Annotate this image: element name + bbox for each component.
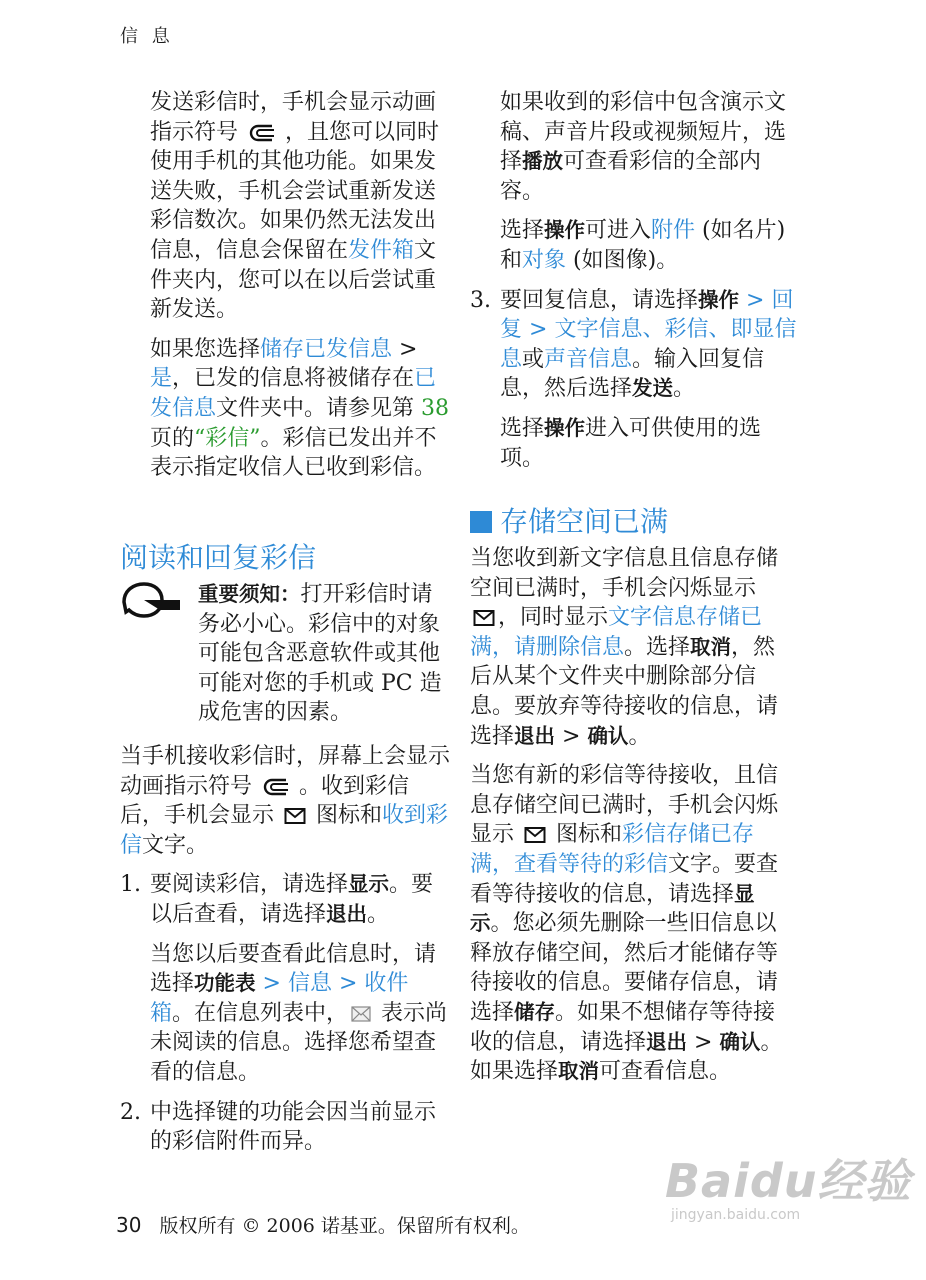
softkey-show: 显示 [348,872,390,897]
right-column [470,88,800,483]
mms-sending-icon [262,777,296,797]
paragraph-play: 如果收到的彩信中包含演示文稿、声音片段或视频短片，选择播放可查看彩信的全部内容。 [500,90,787,204]
running-header: 信 息 [120,26,174,47]
softkey-save: 储存 [514,999,556,1024]
link-save-sent[interactable]: 储存已发信息 [260,336,393,362]
link-inbox[interactable]: 收件箱 [150,971,409,1026]
softkey-exit: 退出 [514,723,556,748]
link-mms[interactable]: 彩信 [664,317,709,343]
link-messages[interactable]: 信息 [287,971,332,997]
link-text-memory-full[interactable]: 文字信息存储已满，请删除信息 [470,605,763,660]
paragraph-save-sent: 如果您选择储存已发信息 > 是，已发的信息将被储存在已发信息文件夹中。请参见第 38 页的“彩信”。彩信已发出并不表示指定收信人已收到彩信。 [150,336,450,481]
mms-sending-icon [248,123,282,143]
envelope-icon [473,609,495,627]
link-objects[interactable]: 对象 [522,247,567,273]
page-footer [116,1211,530,1238]
link-attachments[interactable]: 附件 [651,218,696,244]
page-ref-number[interactable]: 38 [421,395,450,421]
link-outbox[interactable]: 发件箱 [348,237,415,263]
softkey-send: 发送 [632,376,674,401]
softkey-options: 操作 [544,218,586,243]
link-flash-message[interactable]: 即显信息 [500,317,797,372]
envelope-icon [524,826,546,844]
important-note-icon [120,580,184,620]
unread-message-icon [351,1006,371,1022]
copyright-notice: 版权所有 © 2006 诺基亚。保留所有权利。 [159,1215,530,1237]
important-note: 重要须知：打开彩信时请务必小心。彩信中的对象可能包含恶意软件或其他可能对您的手机或 PC 造成危害的因素。 [120,580,450,728]
softkey-play: 播放 [522,149,564,174]
link-sent-items[interactable]: 已发信息 [150,366,437,421]
softkey-options: 操作 [698,287,740,312]
softkey-exit: 退出 [326,901,368,926]
softkey-confirm: 确认 [587,723,629,748]
section-heading-memory-full: 存储空间已满 [470,504,788,540]
link-audio-message[interactable]: 声音信息 [544,346,633,372]
softkey-cancel: 取消 [690,634,732,659]
softkey-exit: 退出 [646,1029,688,1054]
softkey-show: 显示 [470,881,755,936]
paragraph-mms-memory-full: 当您有新的彩信等待接收，且信息存储空间已满时，手机会闪烁显示 图标和彩信存储已存满，查看等待的彩信文字。要查看等待接收的信息，请选择显示。您必须先删除一些旧信息以释放存储空间，然后才能储存等待接收的信息。要储存信息，请选择储存。如果不想储存等待接收的信息，请选择退出 > 确认。如果选择取消可查看信息。 [470,763,783,1085]
softkey-cancel: 取消 [558,1059,600,1084]
left-column-lower [120,540,450,1167]
softkey-confirm: 确认 [719,1029,761,1054]
list-item-2: 2. 中选择键的功能会因当前显示的彩信附件而异。 [120,1099,437,1155]
note-label: 重要须知： [198,582,301,606]
list-item-1: 1. 要阅读彩信，请选择显示。要以后查看，请选择退出。 [120,872,434,927]
paragraph-options: 选择操作可进入附件 (如名片) 和对象 (如图像)。 [500,218,786,273]
link-mms-memory-full[interactable]: 彩信存储已存满，查看等待的彩信 [470,822,755,877]
page-ref-title[interactable]: “彩信” [194,425,261,451]
right-column-lower [470,504,788,1097]
menu-label: 功能表 [194,971,256,996]
heading-square-bullet [470,511,492,533]
softkey-options: 操作 [544,415,586,440]
link-reply[interactable]: 回复 [500,287,794,343]
link-text-message[interactable]: 文字信息 [554,317,643,343]
list-item-1-detail: 当您以后要查看此信息时，请选择功能表 > 信息 > 收件箱。在信息列表中， 表示尚未阅读的信息。选择您希望查看的信息。 [150,941,448,1085]
paragraph-receive: 当手机接收彩信时，屏幕上会显示动画指示符号 。收到彩信后，手机会显示 图标和收到彩信文字。 [120,743,451,858]
left-column [150,88,450,493]
section-heading-read-reply: 阅读和回复彩信 [120,541,317,574]
watermark-url: jingyan.baidu.com [671,1207,801,1223]
list-item-3: 3. 要回复信息，请选择操作 > 回复 > 文字信息、彩信、即显信息或声音信息。输入回复信息，然后选择发送。 [470,287,797,402]
page-number: 30 [116,1213,142,1237]
list-item-3-detail: 选择操作进入可供使用的选项。 [500,415,762,471]
paragraph-sending: 发送彩信时，手机会显示动画指示符号 ，且您可以同时使用手机的其他功能。如果发送失败，手机会尝试重新发送彩信数次。如果仍然无法发出信息，信息会保留在发件箱文件夹内，您可以在以后尝试重新发送。 [150,90,440,323]
baidu-watermark [665,1145,912,1223]
paragraph-text-memory-full: 当您收到新文字信息且信息存储空间已满时，手机会闪烁显示 ，同时显示文字信息存储已满，请删除信息。选择取消，然后从某个文件夹中删除部分信息。要放弃等待接收的信息，请选择退出 > 确认。 [470,546,779,749]
envelope-icon [284,807,306,825]
link-mms-received[interactable]: 收到彩信 [120,803,449,858]
link-yes[interactable]: 是 [150,366,173,392]
watermark-brand: Baidu经验 [665,1154,912,1208]
